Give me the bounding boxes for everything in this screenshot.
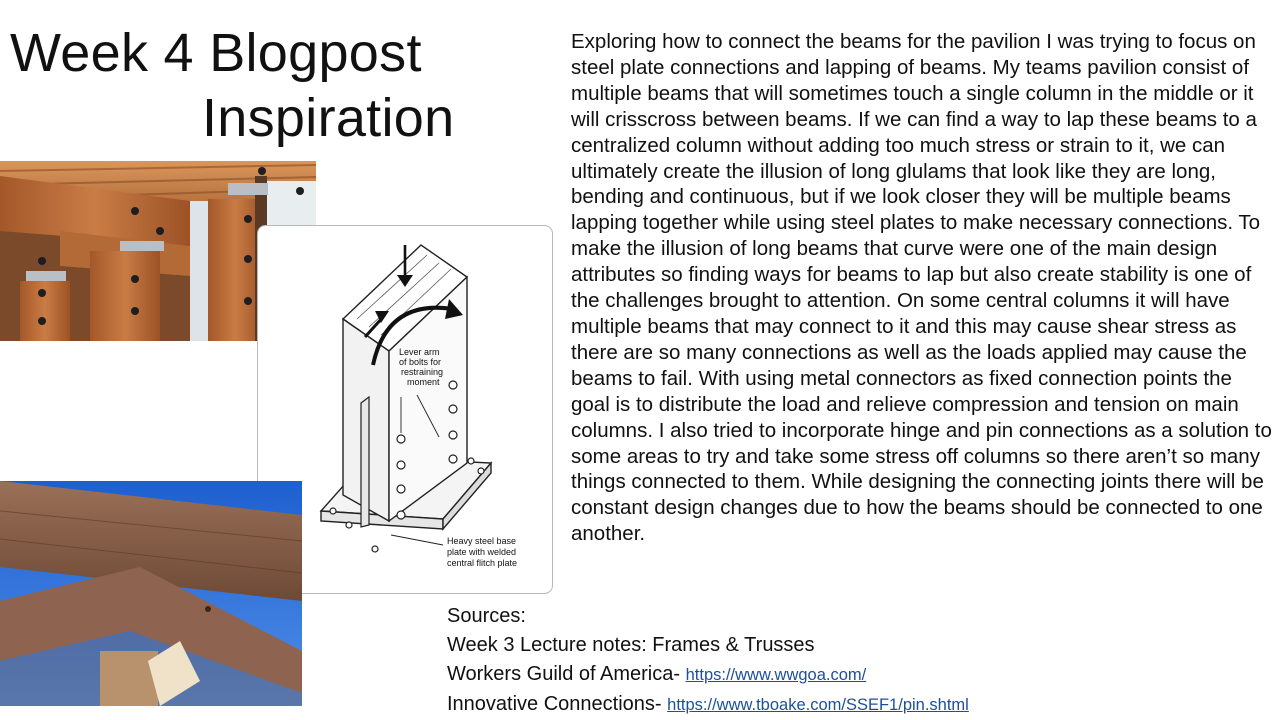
diagram-label-lever-4: moment (407, 377, 440, 387)
source-2-label: Workers Guild of America- (447, 663, 686, 685)
diagram-label-lever-3: restraining (401, 367, 444, 377)
diagram-label-plate-3: central flitch plate (447, 558, 518, 568)
source-3-link[interactable]: https://www.tboake.com/SSEF1/pin.shtml (667, 696, 969, 714)
source-3-label: Innovative Connections- (447, 693, 668, 715)
source-line-2 (447, 660, 969, 690)
slide-body-paragraph: Exploring how to connect the beams for the pavilion I was trying to focus on steel plate connections and lapping of beams. My teams pavilion consist of multiple beams that will sometimes touch a single column in the middle or it will crisscross between beams. If we can find a way to lap these beams to a centralized column without adding too much stress or strain to it, we can ultimately create the illusion of long glulams that look like they are long, bending and continuous, but if we look closer they will be multiple beams lapping together while using steel plates to make necessary connections. To make the illusion of long beams that curve were one of the main design attributes so finding ways for beams to lap but also create stability is one of the challenges brought to attention. On some central columns it will have multiple beams that may connect to it and this may cause shear stress as there are so many connections as well as the loads applied may cause the beams to fail. With using metal connectors as fixed connection points the goal is to distribute the load and relieve compression and tension on main columns. I also tried to incorporate hinge and pin connections as a solution to some areas to try and take some stress off columns so there aren’t so many things connected to them. While designing the connecting joints there will be constant design changes due to how the beams should be connected to one another. (571, 30, 1272, 546)
sources-list (447, 602, 969, 720)
diagram-label-plate-1: Heavy steel base (447, 536, 517, 546)
diagram-label-plate-2: plate with welded (447, 547, 517, 557)
slide-title-line1: Week 4 Blogpost (10, 23, 422, 83)
sources-heading: Sources: (447, 605, 526, 627)
source-line-1: Week 3 Lecture notes: Frames & Trusses (447, 634, 815, 656)
source-line-3 (447, 690, 969, 720)
source-2-link[interactable]: https://www.wwgoa.com/ (685, 666, 867, 684)
diagram-label-lever-2: of bolts for (399, 357, 442, 367)
svg-text:Heavy steel base plate w (447, 536, 519, 568)
diagram-label-lever-1: Lever arm (399, 347, 440, 357)
lapped-beams-photo (0, 481, 302, 706)
slide-title-line2: Inspiration (202, 88, 455, 148)
